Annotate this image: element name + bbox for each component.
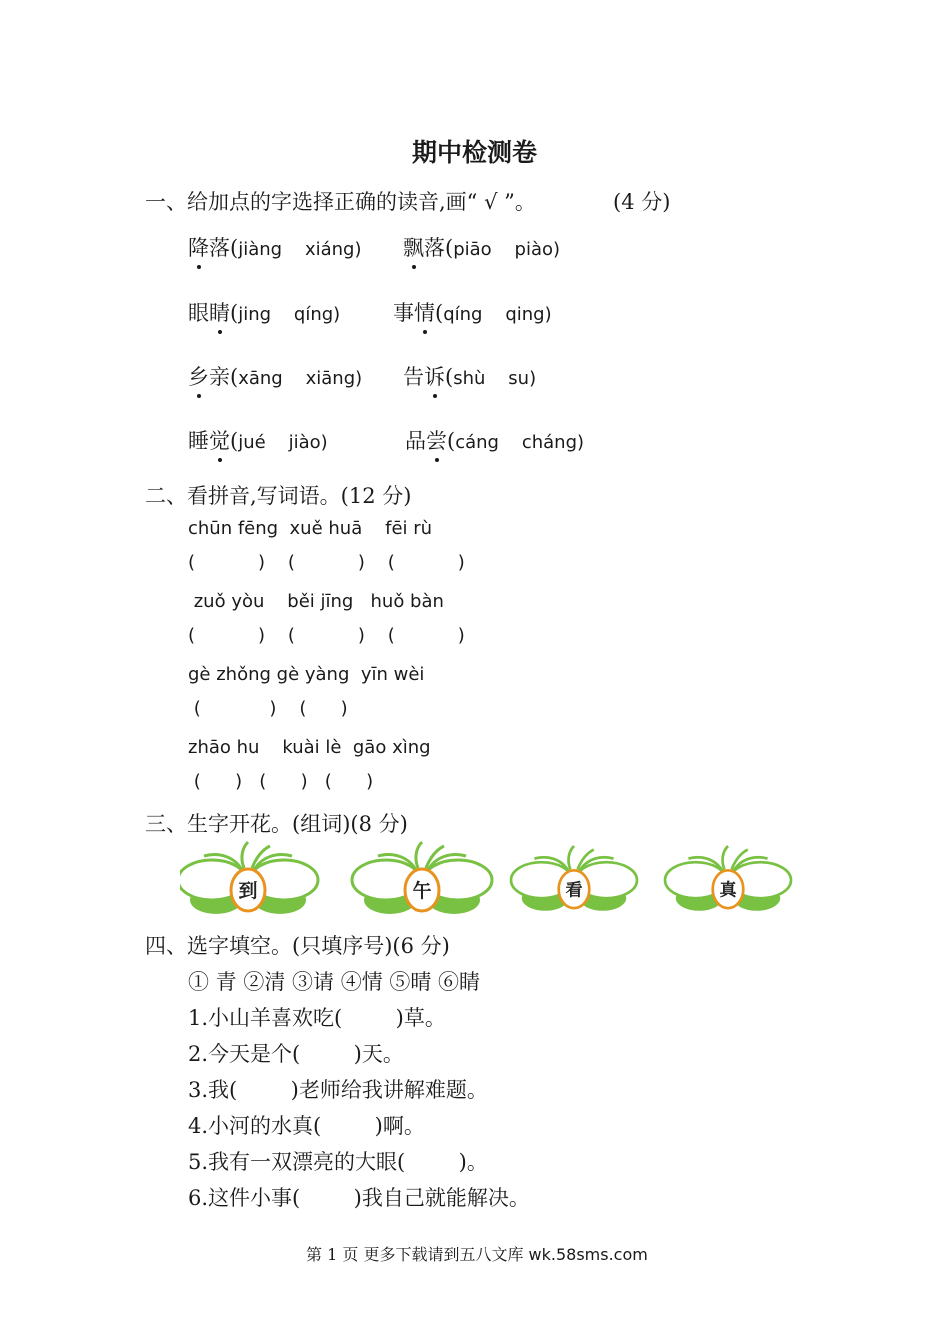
q1-char-post: (	[230, 429, 239, 453]
q1-char-post: (	[445, 365, 454, 389]
q1-options: cáng cháng)	[455, 432, 585, 453]
q1-char-pre: 告	[403, 365, 424, 389]
q1-dotted-char: 乡	[188, 361, 209, 391]
page-footer	[306, 1242, 648, 1265]
q1-char-pre: 眼	[188, 301, 209, 325]
page-title: 期中检测卷	[412, 138, 538, 167]
q1-char-post: (	[435, 301, 444, 325]
q2-pinyin-row: gè zhǒng gè yàng yīn wèi	[188, 664, 425, 685]
q4-item: 3.我( )老师给我讲解难题。	[188, 1078, 488, 1102]
q1-char-post: 落(	[209, 236, 239, 260]
char-flower	[180, 842, 318, 914]
q1-dotted-char: 降	[188, 232, 209, 262]
q4-item: 6.这件小事( )我自己就能解决。	[188, 1186, 530, 1210]
q1-item	[188, 425, 328, 455]
footer-site: wk.58sms.com	[528, 1245, 648, 1264]
q1-char-post: 亲(	[209, 365, 239, 389]
q2-pinyin-row: chūn fēng xuě huā fēi rù	[188, 518, 433, 539]
q4-item: 1.小山羊喜欢吃( )草。	[188, 1006, 446, 1030]
q1-dotted-char: 尝	[426, 425, 447, 455]
q4-heading: 四、选字填空。(只填序号)(6 分)	[145, 934, 450, 958]
q1-options: jing qíng)	[238, 304, 341, 325]
char-flower	[665, 846, 791, 911]
flower-char: 真	[719, 880, 737, 901]
q2-heading: 二、看拼音,写词语。(12 分)	[145, 484, 412, 508]
q4-item: 5.我有一双漂亮的大眼( )。	[188, 1150, 488, 1174]
q1-char-pre: 品	[405, 429, 426, 453]
q1-options: shù su)	[453, 368, 537, 389]
q1-score: (4 分)	[613, 190, 671, 214]
q3-heading: 三、生字开花。(组词)(8 分)	[145, 812, 408, 836]
q1-dotted-char: 睛	[209, 297, 230, 327]
q1-item	[188, 361, 362, 391]
q2-pinyin-row: zuǒ yòu běi jīng huǒ bàn	[188, 591, 444, 612]
flower-char: 看	[565, 880, 583, 901]
char-flower	[352, 842, 492, 914]
q1-heading: 一、给加点的字选择正确的读音,画“ √ ”。	[145, 190, 536, 214]
q1-options: xāng xiāng)	[238, 368, 363, 389]
q1-dotted-char: 情	[414, 297, 435, 327]
q1-item	[403, 232, 560, 262]
q1-char-post: (	[230, 301, 239, 325]
q2-pinyin-row: zhāo hu kuài lè gāo xìng	[188, 737, 431, 758]
q1-char-pre: 事	[393, 301, 414, 325]
q1-char-post: (	[447, 429, 456, 453]
footer-text: 第 1 页 更多下载请到五八文库	[306, 1245, 529, 1264]
q1-char-post: 落(	[424, 236, 454, 260]
q1-item	[403, 361, 536, 391]
q2-answer-brackets[interactable]: ( ) ( ) ( )	[188, 625, 465, 646]
q1-dotted-char: 觉	[209, 425, 230, 455]
char-flower	[511, 846, 637, 911]
q1-dotted-char: 诉	[424, 361, 445, 391]
q4-options: ① 青 ②清 ③请 ④情 ⑤晴 ⑥睛	[188, 970, 481, 994]
q1-item	[393, 297, 552, 327]
q4-item: 2.今天是个( )天。	[188, 1042, 404, 1066]
q1-options: jué jiào)	[238, 432, 328, 453]
flower-row	[180, 838, 800, 920]
q2-answer-brackets[interactable]: ( ) ( ) ( )	[188, 771, 374, 792]
q1-dotted-char: 飘	[403, 232, 424, 262]
q2-answer-brackets[interactable]: ( ) ( ) ( )	[188, 552, 465, 573]
q1-item	[188, 232, 362, 262]
flower-char: 午	[412, 880, 432, 902]
q2-answer-brackets[interactable]: ( ) ( )	[188, 698, 348, 719]
q1-options: jiàng xiáng)	[238, 239, 362, 260]
q1-char-pre: 睡	[188, 429, 209, 453]
q1-item	[405, 425, 584, 455]
q1-item	[188, 297, 340, 327]
flower-char: 到	[238, 880, 258, 902]
q4-item: 4.小河的水真( )啊。	[188, 1114, 425, 1138]
q1-options: qíng qing)	[443, 304, 552, 325]
q1-options: piāo piào)	[453, 239, 561, 260]
